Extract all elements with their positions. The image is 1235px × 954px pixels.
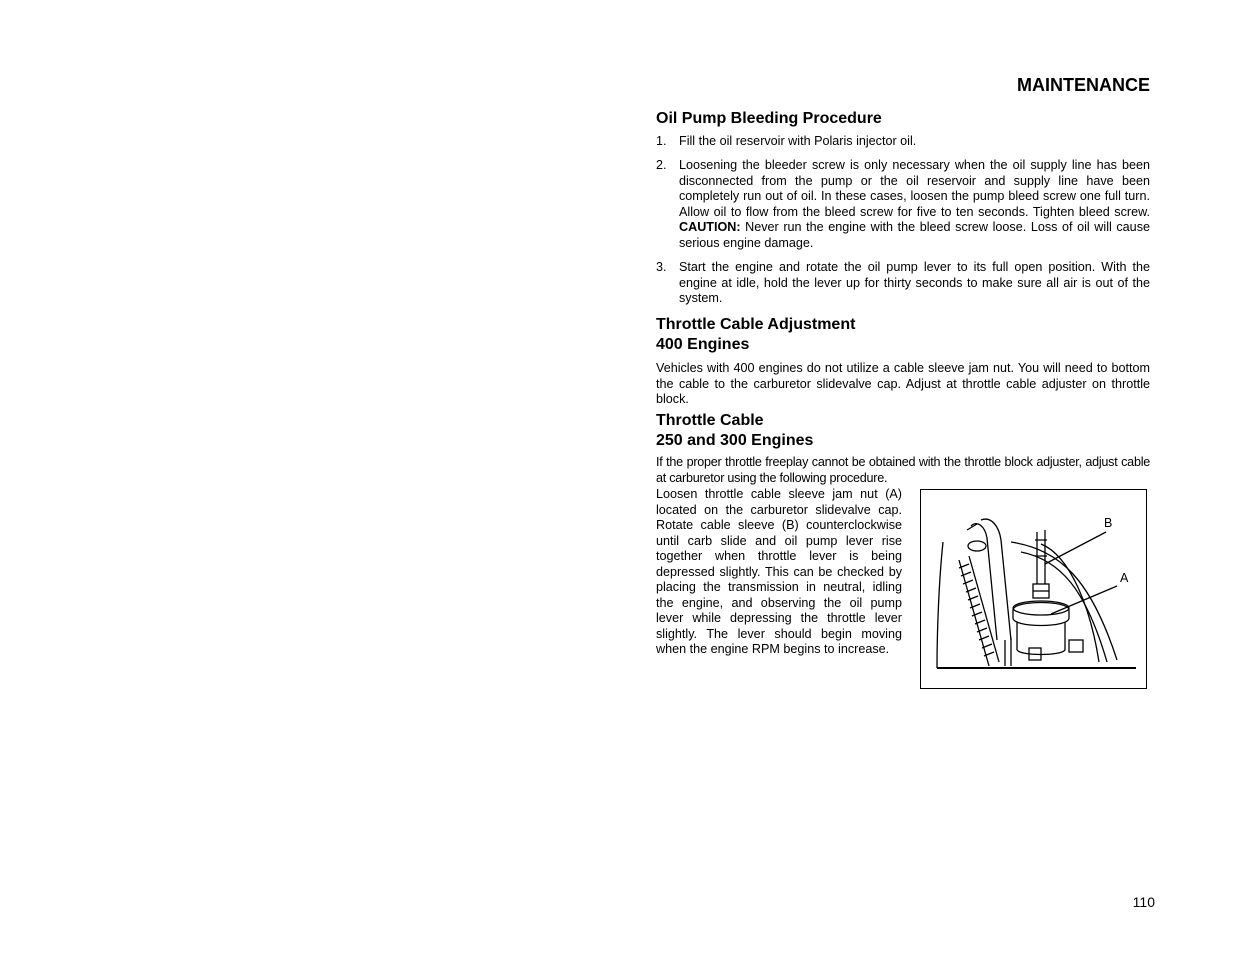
carburetor-illustration bbox=[920, 489, 1147, 689]
throttle-250-intro: If the proper throttle freeplay cannot be obtained with the throttle block adjuster, adjust cable at carburetor using the following procedure. bbox=[656, 455, 1150, 485]
oil-pump-step-3 bbox=[656, 260, 1150, 308]
throttle-250-heading-line1: Throttle Cable bbox=[656, 412, 764, 429]
step-number: 3. bbox=[656, 260, 667, 274]
step-number: 1. bbox=[656, 134, 667, 148]
step-text: Fill the oil reservoir with Polaris injector oil. bbox=[679, 134, 917, 148]
step-text-after: Never run the engine with the bleed screw loose. Loss of oil will cause serious engine damage. bbox=[679, 220, 1150, 250]
oil-pump-heading: Oil Pump Bleeding Procedure bbox=[656, 110, 882, 127]
throttle-250-heading bbox=[656, 411, 813, 451]
figure-label-b: B bbox=[1104, 516, 1113, 530]
throttle-400-heading bbox=[656, 315, 855, 355]
throttle-250-body: Loosen throttle cable sleeve jam nut (A) located on the carburetor slidevalve cap. Rotate cable sleeve (B) counterclockwise until carb slide and oil pump lever rise together when throttle lever is being depressed slightly. This can be checked by placing the transmission in neutral, idling the engine, and observing the oil pump lever while depressing the throttle lever slightly. The lever should begin moving when the engine RPM begins to increase. bbox=[656, 487, 902, 656]
step-text-before: Loosening the bleeder screw is only necessary when the oil supply line has been disconnected from the pump or the oil reservoir and supply line have been completely run out of oil. In these cases, loosen the pump bleed screw one full turn. Allow oil to flow from the bleed screw for five to ten seconds. Tighten bleed screw. bbox=[679, 158, 1150, 219]
oil-pump-step-1 bbox=[656, 134, 1150, 150]
throttle-400-heading-line1: Throttle Cable Adjustment bbox=[656, 316, 856, 333]
page-number: 110 bbox=[1132, 894, 1155, 910]
throttle-250-heading-line2: 250 and 300 Engines bbox=[656, 432, 814, 449]
figure-label-a: A bbox=[1120, 571, 1129, 585]
throttle-400-heading-line2: 400 Engines bbox=[656, 336, 750, 353]
step-number: 2. bbox=[656, 158, 667, 172]
throttle-400-body: Vehicles with 400 engines do not utilize a cable sleeve jam nut. You will need to bottom the cable to the carburetor slidevalve cap. Adjust at throttle cable adjuster on throttle block. bbox=[656, 361, 1150, 406]
step-text bbox=[679, 158, 1150, 251]
section-title: MAINTENANCE bbox=[1017, 75, 1150, 95]
oil-pump-step-2 bbox=[656, 158, 1150, 254]
caution-label: CAUTION: bbox=[679, 220, 741, 234]
carburetor-drawing bbox=[921, 490, 1148, 690]
step-text: Start the engine and rotate the oil pump lever to its full open position. With the engine at idle, hold the lever up for thirty seconds to make sure all air is out of the system. bbox=[679, 260, 1150, 305]
